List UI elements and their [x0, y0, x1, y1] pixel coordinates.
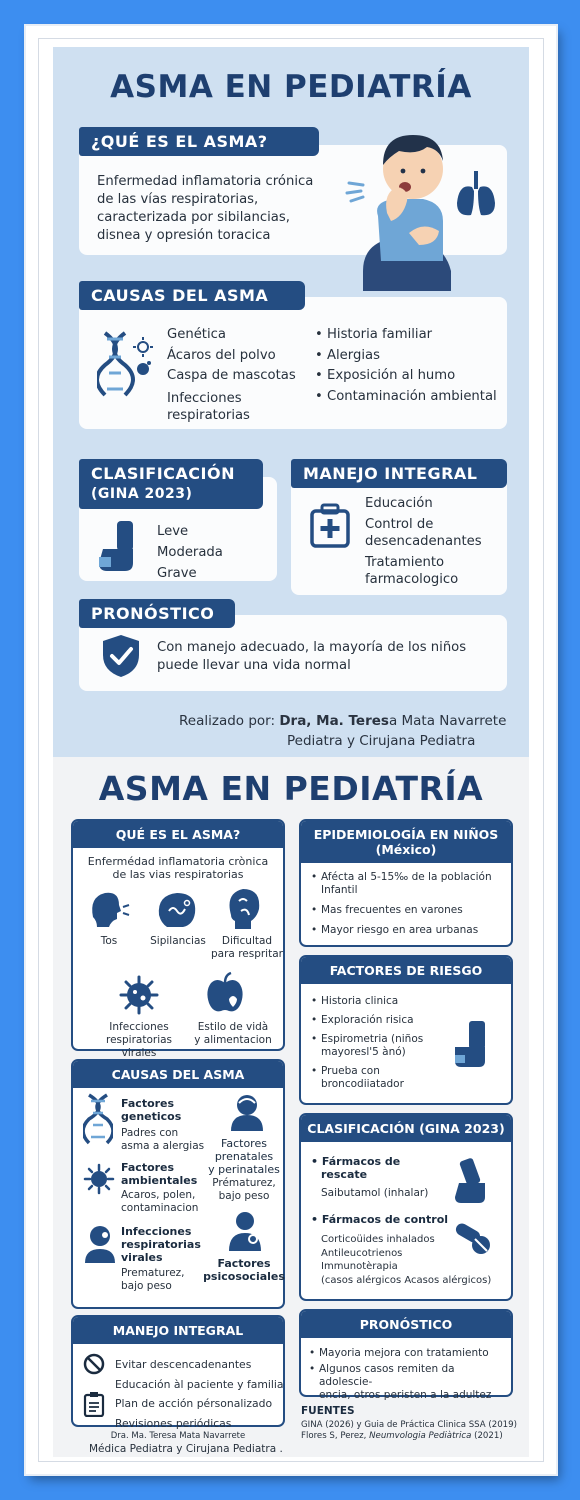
- b-env-title-line: Factores: [121, 1161, 175, 1174]
- prognosis-text: [157, 639, 466, 675]
- inhaler-icon: [97, 519, 143, 573]
- classification-heading-1: CLASIFICACIÓN: [91, 464, 235, 483]
- b-prenatal-title-line: prenatales: [214, 1150, 274, 1163]
- b-psy-title-line: Factores: [217, 1257, 271, 1270]
- medical-kit-icon: [309, 503, 351, 549]
- apple-lifestyle-icon: [203, 971, 249, 1017]
- severity-item: Grave: [157, 566, 197, 581]
- poster-inner-border: [38, 38, 544, 1462]
- what-is-asthma-heading: ¿QUÉ ES EL ASMA?: [79, 127, 319, 156]
- b-psychosocial-title: [201, 1257, 287, 1283]
- cause-item: • Historia familiar: [315, 327, 433, 342]
- b-source-line: GINA (2026) y Guia de Práctica Clinica SSA (2019): [301, 1420, 517, 1430]
- b-prenatal-title-line: Factores: [221, 1137, 267, 1150]
- what-is-line: disnea y opresión toracica: [97, 228, 271, 243]
- b-env-title-line: ambientales: [121, 1174, 198, 1187]
- b-genetic-title-line: Factores: [121, 1097, 175, 1110]
- author-signature: [179, 713, 506, 729]
- lifestyle-label-line: y alimentacion: [194, 1034, 272, 1046]
- shield-check-icon: [99, 633, 143, 679]
- b-management-list: [115, 1355, 284, 1433]
- b-sources-text: [301, 1420, 517, 1442]
- breathing-difficulty-label: [205, 935, 289, 961]
- b-what-is-line: Enfermédad inflamatoria crònica: [87, 855, 269, 868]
- b-risk-factors-list: [311, 995, 461, 1097]
- severity-item: Moderada: [157, 545, 223, 560]
- bottom-title: ASMA EN PEDIATRÍA: [98, 769, 484, 808]
- b-rescue-title-line: rescate: [321, 1168, 368, 1181]
- b-control-item: Corticoüides inhalados: [321, 1234, 435, 1245]
- viral-label-line: Infecciones: [109, 1021, 169, 1033]
- dna-allergen-icon: [97, 329, 157, 399]
- b-environmental-desc: [121, 1189, 198, 1215]
- b-what-is-heading: QUÉ ES EL ASMA?: [73, 821, 283, 848]
- b-family-icon: [225, 1209, 265, 1253]
- cough-label: Tos: [100, 935, 118, 947]
- cause-item: • Contaminación ambiental: [315, 388, 497, 404]
- b-prognosis-item: • Algunos casos remiten da adolescie- encia, otros peristen a la adultez: [309, 1363, 509, 1402]
- b-genetic-title: [121, 1097, 181, 1123]
- author-name-bold: Dra, Ma. Teres: [279, 713, 389, 729]
- b-epidemiology-heading-1: EPIDEMIOLOGÍA EN NIÑOS: [313, 827, 499, 842]
- severity-item: Leve: [157, 524, 189, 539]
- b-sources-heading: FUENTES: [301, 1405, 355, 1417]
- classification-list: [157, 521, 223, 584]
- b-prognosis-heading: PRONÓSTICO: [301, 1311, 511, 1338]
- b-footer-name: Dra. Ma. Teresa Mata Navarrete: [110, 1431, 246, 1441]
- prognosis-line: Con manejo adecuado, la mayoría de los niños: [157, 640, 467, 655]
- management-item: desencadenantes: [365, 534, 482, 549]
- b-what-is-text: [73, 855, 283, 881]
- b-viral-title-line: virales: [121, 1251, 163, 1264]
- top-title: ASMA EN PEDIATRÍA: [110, 69, 472, 105]
- b-inhaler-icon: [451, 1019, 491, 1069]
- b-prenatal-desc: [201, 1177, 287, 1203]
- causes-heading: CAUSAS DEL ASMA: [79, 281, 305, 310]
- top-infographic: [53, 47, 529, 757]
- lifestyle-label: [183, 1021, 283, 1047]
- b-management-item: Plan de acción pérsonalizado: [115, 1397, 273, 1410]
- poster-frame: [26, 26, 556, 1474]
- viral-label-line: respiratorias: [105, 1034, 173, 1046]
- breathing-label-line: Dificultad: [221, 935, 273, 947]
- prognosis-line: puede llevar una vida normal: [157, 658, 351, 673]
- b-sick-child-icon: [83, 1223, 117, 1263]
- b-source-line: Flores S, Perez, Neumvologia Pediàtrica (2021): [301, 1431, 503, 1441]
- management-heading: MANEJO INTEGRAL: [291, 459, 507, 488]
- b-psy-title-line: psicosociales: [203, 1270, 285, 1283]
- b-viral-desc: [121, 1267, 185, 1293]
- b-genetic-desc-line: asma a alergias: [121, 1140, 205, 1152]
- b-env-desc-line: Acaros, polen,: [121, 1189, 196, 1201]
- what-is-line: de las vías respiratorias,: [97, 192, 259, 207]
- lungs-icon: [453, 167, 499, 223]
- causes-left-list: [167, 325, 296, 424]
- b-dna-icon: [83, 1093, 113, 1145]
- b-prenatal-desc-line: Prématurez,: [212, 1177, 276, 1189]
- bottom-infographic: [53, 757, 529, 1457]
- b-env-desc-line: contaminacion: [121, 1202, 199, 1214]
- b-genetic-desc-line: Padres con: [121, 1127, 179, 1139]
- cause-item: • Alergias: [315, 347, 380, 363]
- breathing-label-line: para respritar: [211, 948, 283, 960]
- b-control-item: Immunotèrapia: [321, 1261, 398, 1272]
- b-pills-icon: [453, 1223, 493, 1257]
- b-epidemiology-item: • Mayor riesgo en area urbanas: [311, 924, 507, 937]
- b-epidemiology-heading: [301, 821, 511, 863]
- b-viral-title: [121, 1225, 201, 1264]
- prohibit-icon: [83, 1353, 105, 1375]
- b-viral-title-line: respiratorias: [121, 1238, 201, 1251]
- management-item: Educación: [365, 496, 433, 511]
- management-item: Tratamiento: [365, 555, 445, 570]
- wheezing-label: Sipilancias: [150, 935, 206, 947]
- classification-heading: [79, 459, 263, 509]
- author-role: Pediatra y Cirujana Pediatra: [287, 733, 476, 749]
- cause-item: Caspa de mascotas: [167, 368, 296, 383]
- b-risk-factors-heading: FACTORES DE RIESGO: [301, 957, 511, 984]
- b-causes-heading: CAUSAS DEL ASMA: [73, 1061, 283, 1088]
- management-item: farmacologico: [365, 572, 459, 587]
- management-item: Control de: [365, 517, 434, 532]
- b-prognosis-list: [309, 1347, 509, 1408]
- b-management-item: Revisiones periódicas: [115, 1416, 232, 1430]
- b-viral-desc-line: Prematurez,: [121, 1267, 185, 1279]
- b-viral-title-line: Infecciones: [121, 1225, 192, 1238]
- b-rescue-desc: Saibutamol (inhalar): [321, 1187, 429, 1199]
- viral-label-line: virales: [121, 1047, 157, 1059]
- b-epidemiology-item: • Afécta al 5-15‰ de la población Infantil: [311, 871, 507, 897]
- b-risk-item: • Espirometria (niños mayoresl'5 ànó): [311, 1033, 461, 1059]
- b-rescue-title-line: • Fármacos de: [311, 1155, 401, 1168]
- b-risk-item: • Historia clinica: [311, 995, 461, 1008]
- cause-item: Infecciones: [167, 390, 242, 406]
- b-mother-icon: [227, 1091, 267, 1133]
- clipboard-icon: [83, 1391, 105, 1417]
- b-risk-item: • Prueba con broncodiiatador: [311, 1065, 461, 1091]
- b-control-item: Antileucotrienos: [321, 1247, 403, 1259]
- b-what-is-line: de las vias respiratorias: [112, 868, 244, 881]
- wheezing-icon: [153, 887, 201, 931]
- b-control-title: • Fármacos de control: [311, 1213, 449, 1226]
- b-prenatal-title: [201, 1137, 287, 1176]
- b-genetic-desc: [121, 1127, 204, 1153]
- b-epidemiology-list: [311, 871, 507, 943]
- b-genetic-title-line: geneticos: [121, 1110, 182, 1123]
- cough-icon: [87, 887, 131, 931]
- what-is-asthma-text: [97, 173, 313, 245]
- b-footer-role: Médica Pediatra y Cirujana Pediatra .: [89, 1443, 283, 1455]
- b-rescue-title: [311, 1155, 400, 1181]
- cause-item: Ácaros del polvo: [167, 347, 276, 363]
- causes-right-list: [315, 325, 497, 407]
- b-prenatal-title-line: y perinatales: [208, 1163, 280, 1176]
- author-name-rest: a Mata Navarrete: [388, 713, 507, 729]
- b-environmental-title: [121, 1161, 197, 1187]
- b-epidemiology-item: • Mas frecuentes en varones: [311, 904, 507, 917]
- b-management-heading: MANEJO INTEGRAL: [73, 1317, 283, 1344]
- b-risk-item: • Exploración risica: [311, 1014, 461, 1027]
- what-is-line: caracterizada por sibilancias,: [97, 210, 290, 225]
- b-pollen-icon: [83, 1163, 115, 1195]
- b-control-item: (casos alérgicos Acasos alérgicos): [321, 1274, 492, 1286]
- prognosis-heading: PRONÓSTICO: [79, 599, 235, 628]
- virus-icon: [117, 973, 161, 1017]
- management-list: [365, 495, 482, 588]
- lifestyle-label-line: Estilo de vidà: [197, 1021, 269, 1033]
- b-management-item: Educación àl paciente y familia: [115, 1377, 284, 1391]
- b-rescue-inhaler-icon: [449, 1157, 491, 1205]
- b-epidemiology-heading-2: (México): [375, 842, 437, 857]
- breathing-difficulty-icon: [221, 885, 265, 931]
- cause-item: • Exposición al humo: [315, 368, 456, 383]
- b-prognosis-item: • Mayoria mejora con tratamiento: [309, 1347, 509, 1360]
- b-management-item: Evitar descencadenantes: [115, 1358, 252, 1371]
- viral-infection-label: [91, 1021, 187, 1060]
- author-prefix: Realizado por:: [179, 713, 280, 729]
- b-classification-heading: CLASIFICACIÓN (GINA 2023): [301, 1115, 511, 1142]
- what-is-line: Enfermedad inflamatoria crónica: [97, 174, 314, 189]
- b-viral-desc-line: bajo peso: [121, 1280, 172, 1292]
- cause-item: respiratorias: [167, 407, 250, 423]
- b-prenatal-desc-line: bajo peso: [218, 1190, 270, 1202]
- classification-heading-2: (GINA 2023): [91, 486, 193, 502]
- cause-item: Genética: [167, 327, 226, 342]
